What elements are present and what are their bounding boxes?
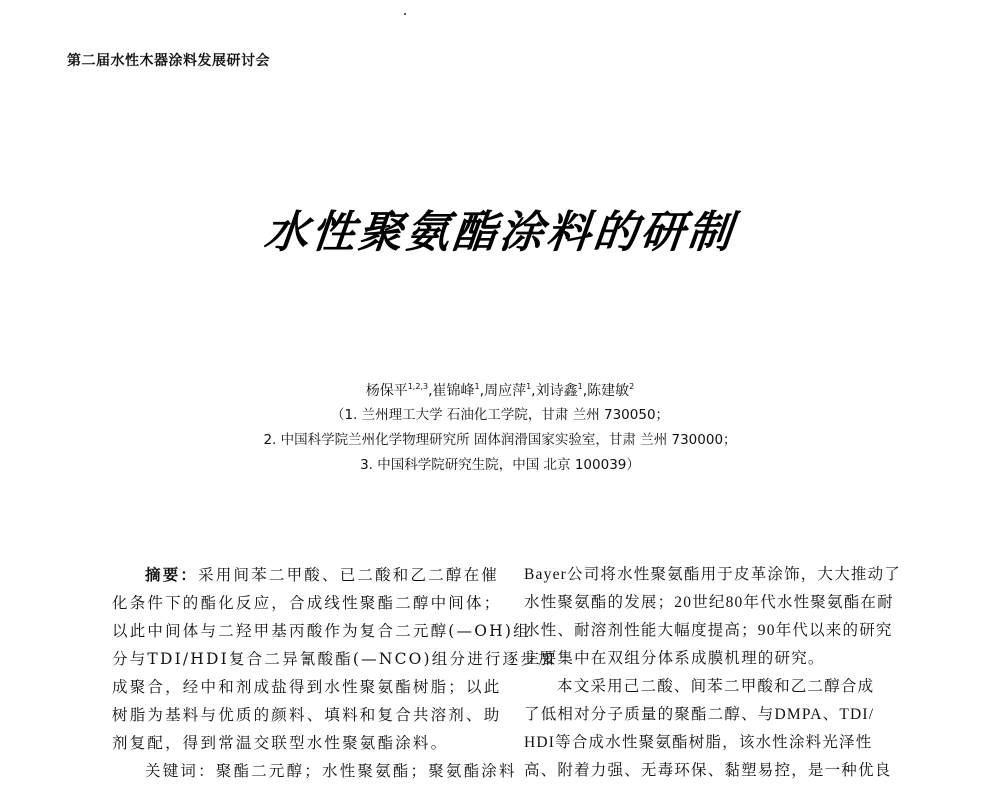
author-affil-mark: 1	[474, 382, 480, 391]
author-name: 陈建敏	[587, 383, 630, 399]
author-affil-mark: 1,2,3	[407, 382, 429, 391]
conference-header: 第二届水性木器涂料发展研讨会	[67, 53, 270, 69]
body-line: 主要集中在双组分体系成膜机理的研究。	[524, 650, 825, 667]
keywords-line: 关键词：聚酯二元醇；水性聚氨酯；聚氨酯涂料	[145, 762, 517, 780]
abstract-line: 树脂为基料与优质的颜料、填料和复合共溶剂、助	[112, 706, 502, 724]
abstract-column	[112, 561, 556, 785]
abstract-label: 摘要：	[145, 566, 199, 584]
affiliation-2: 2. 中国科学院兰州化学物理研究所 固体润滑国家实验室，甘肃 兰州 730000；	[263, 432, 737, 448]
body-line: Bayer公司将水性聚氨酯用于皮革涂饰，大大推动了	[524, 566, 902, 583]
author-affil-mark: 1	[526, 382, 532, 391]
affiliation-3: 3. 中国科学院研究生院，中国 北京 100039）	[360, 457, 640, 473]
author-name: 周应萍	[484, 383, 527, 399]
author-name: 刘诗鑫	[535, 383, 578, 399]
body-line: HDI等合成水性聚氨酯树脂，该水性涂料光泽性	[524, 734, 873, 751]
author-list: 杨保平$^{1,2,3}$,崔锦峰$^1$,周应萍$^1$,刘诗鑫$^1$,陈建敏$^2$	[365, 382, 635, 399]
abstract-line: 分与TDI/HDI复合二异氰酸酯(—NCO)组分进行逐步加	[112, 650, 556, 668]
author-name: 杨保平	[365, 383, 408, 399]
body-column	[524, 561, 902, 785]
body-line: 水性、耐溶剂性能大幅度提高；90年代以来的研究	[524, 622, 893, 639]
abstract-line: 以此中间体与二羟甲基丙酸作为复合二元醇(—OH)组	[112, 622, 531, 640]
author-name: 崔锦峰	[432, 383, 475, 399]
abstract-line	[112, 561, 500, 589]
body-line: 了低相对分子质量的聚酯二醇、与DMPA、TDI/	[524, 706, 875, 723]
paper-title: 水性聚氨酯涂料的研制	[261, 207, 738, 258]
abstract-line: 化条件下的酯化反应，合成线性聚酯二醇中间体；	[112, 594, 502, 612]
body-line: 高、附着力强、无毒环保、黏塑易控，是一种优良	[524, 762, 892, 779]
author-affil-mark: 2	[629, 382, 635, 391]
author-affil-mark: 1	[577, 382, 583, 391]
body-line: 水性聚氨酯的发展；20世纪80年代水性聚氨酯在耐	[524, 594, 894, 611]
body-line: 本文采用己二酸、间苯二甲酸和乙二醇合成	[557, 678, 875, 695]
abstract-line: 剂复配，得到常温交联型水性聚氨酯涂料。	[112, 734, 449, 752]
affiliation-1: （1. 兰州理工大学 石油化工学院，甘肃 兰州 730050；	[330, 407, 670, 423]
scan-speck	[404, 13, 406, 15]
abstract-line: 成聚合，经中和剂成盐得到水性聚氨酯树脂；以此	[112, 678, 502, 696]
abstract-text: 采用间苯二甲酸、已二酸和乙二醇在催	[198, 566, 500, 584]
